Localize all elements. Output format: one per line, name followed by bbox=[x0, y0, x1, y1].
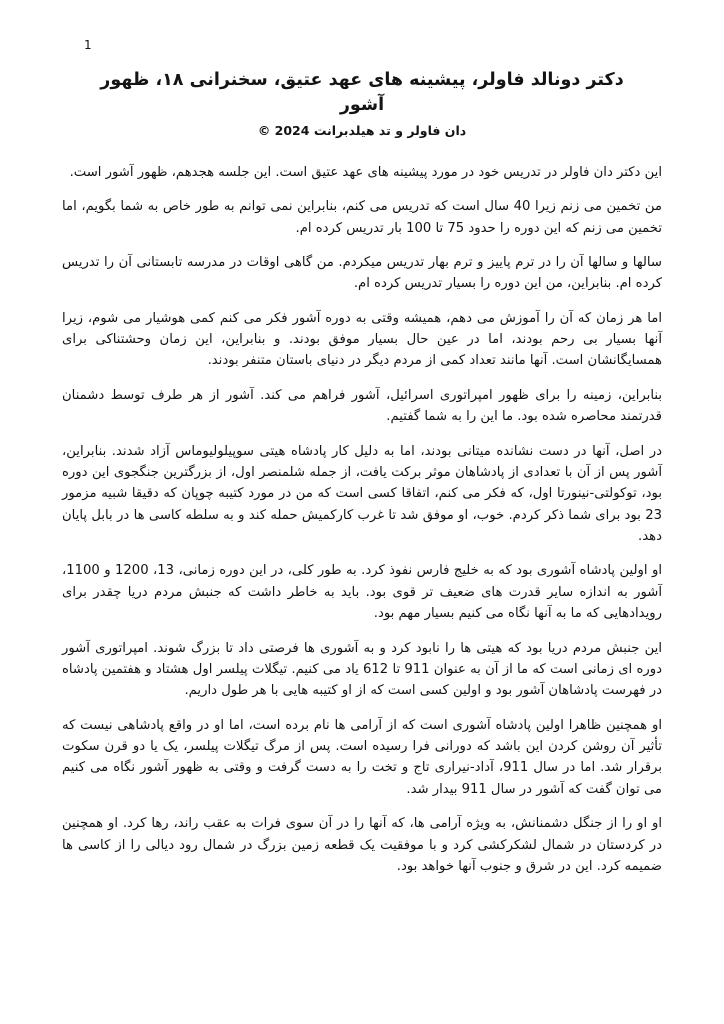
paragraph: در اصل، آنها در دست نشانده میتانی بودند، اما به دلیل کار پادشاه هیتی سوپیلولیوماس آزاد شدند. بنابراین، آشور پس از آن با تعدادی از پادشاهان موثر برکت یافت، از جمله شلمنصر اول، از بزرگترین جنگجوی این دوره بود، توکولتی-نینورتا اول، که فکر می کنم، اتفاقا کسی است که من در مورد کتیبه چوپان که دقیقا شبیه مزمور 23 بود برای شما ذکر کردم. خوب، او موفق شد تا غرب کارکمیش حمله کند و به سلطه کاسی ها در بابل پایان دهد. bbox=[62, 443, 662, 544]
paragraph: این دکتر دان فاولر در تدریس خود در مورد پیشینه های عهد عتیق است. این جلسه هجدهم، ظهور آشور است. bbox=[69, 164, 662, 180]
page-title: دکتر دونالد فاولر، پیشینه های عهد عتیق، سخنرانی ۱۸، ظهور آشور bbox=[100, 70, 624, 116]
paragraph: او اولین پادشاه آشوری بود که به خلیج فارس نفوذ کرد. به طور کلی، در این دوره زمانی، 13، 1200 و 1100، آشور به اندازه سایر قدرت های ضعیف تر قوی بود. باید به خاطر داشت که جنبش مردم دریا چقدر برای رویدادهایی که ما به آنها نگاه می کنیم بسیار مهم بود. bbox=[62, 563, 662, 622]
copyright-line: © 2024 دان فاولر و تد هیلدبرانت bbox=[257, 122, 467, 138]
paragraph: سالها و سالها آن را در ترم پاییز و ترم بهار تدریس میکردم. من گاهی اوقات در مدرسه تابستانی آن را تدریس کرده ام. بنابراین، من این دوره را بسیار تدریس کرده ام. bbox=[62, 254, 662, 292]
paragraph: بنابراین، زمینه را برای ظهور امپراتوری اسرائیل، آشور فراهم می کند. آشور از هر طرف توسط دشمنان قدرتمند محاصره شده بود. ما این را به شما گفتیم. bbox=[62, 387, 662, 425]
document-body bbox=[62, 162, 662, 878]
paragraph: این جنبش مردم دریا بود که هیتی ها را نابود کرد و به آشوری ها فرصتی داد تا بزرگ شوند. امپراتوری آشور دوره ای زمانی است که ما از آن به عنوان 911 تا 612 یاد می کنیم. تیگلات پیلسر اول هشتاد و هفتمین پادشاه در فهرست پادشاهان آشور بود و اولین کسی است که از او کتیبه هایی با هر طول داریم. bbox=[62, 640, 662, 699]
paragraph: اما هر زمان که آن را آموزش می دهم، همیشه وقتی به دوره آشور فکر می کنم کمی هوشیار می شوم، زیرا آنها بسیار بی رحم بودند، اما در عین حال بسیار موفق بودند. و بنابراین، این زمان وحشتناکی برای همسایگانشان است. آنها مانند تعداد کمی از مردم دیگر در دنیای باستان متنفر بودند. bbox=[62, 310, 662, 369]
paragraph: او او را از جنگل دشمنانش، به ویژه آرامی ها، که آنها را در آن سوی فرات به عقب راند، رها کرد. او همچنین در کردستان در شمال لشکرکشی کرد و با موفقیت یک قطعه زمین بزرگ در شمال رود دیالی را از کاسی ها ضمیمه کرد. این در شرق و جنوب آنها خواهد بود. bbox=[62, 816, 662, 874]
page-number: 1 bbox=[84, 38, 92, 52]
paragraph: من تخمین می زنم زیرا 40 سال است که تدریس می کنم، بنابراین نمی توانم به طور خاص به شما بگویم، اما تخمین می زنم که این دوره را حدود 75 تا 100 بار تدریس کرده ام. bbox=[62, 199, 662, 236]
paragraph: او همچنین ظاهرا اولین پادشاه آشوری است که از آرامی ها نام برده است، اما او در واقع پادشاهی نیست که تأثیر آن روشن کردن این باشد که دورانی فرا رسیده است. پس از مرگ تیگلات پیلسر، یک یا دو قرن سکوت برقرار شد. اما در سال 911، آداد-نیراری تاج و تخت را به دست گرفت و وقتی به ظهور آشور نگاه می کنیم می توان گفت که آشور در سال 911 بیدار شد. bbox=[62, 717, 662, 797]
